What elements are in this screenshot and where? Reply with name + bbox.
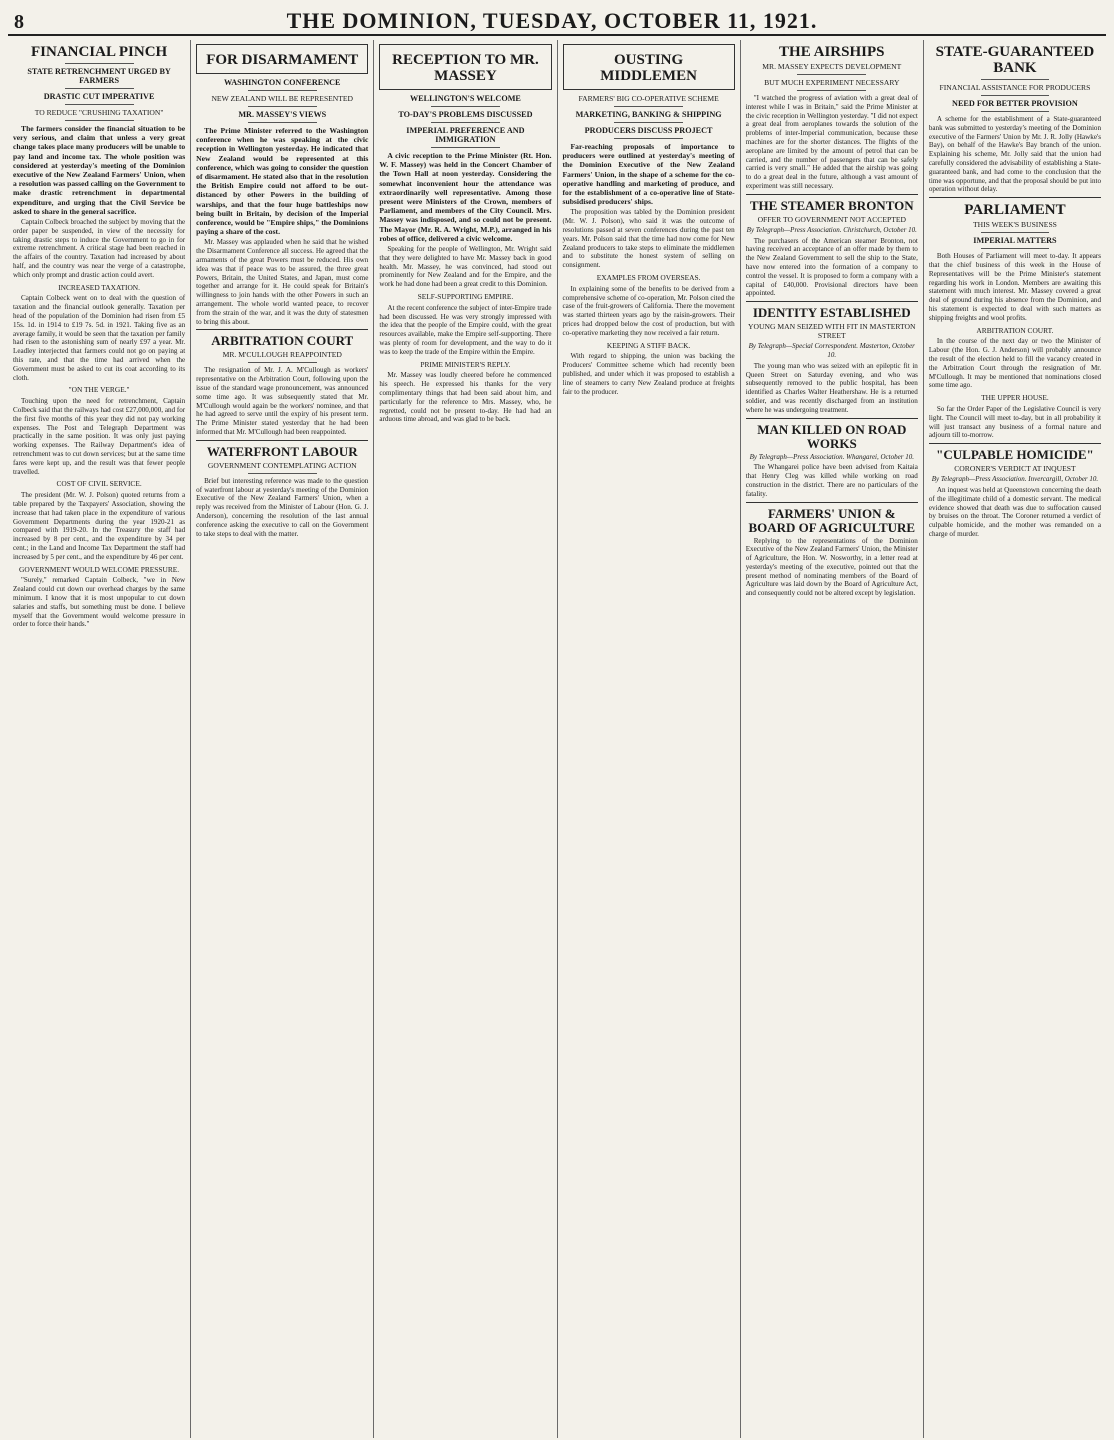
masthead-title: THE DOMINION, TUESDAY, OCTOBER 11, 1921. [286,8,818,33]
column-6 [924,40,1106,1438]
reception-sub3: IMPERIAL PREFERENCE AND IMMIGRATION [406,126,525,144]
column-2 [191,40,374,1438]
financial-pinch-body4: The president (Mr. W. J. Polson) quoted returns from a table prepared by the Taxpayers' Association, showing the increase that had taken place in the expenditure of various Government Departments during the year 1920-21 as compared with 1919-20. In the Treasury the staff had increased by 8 per cent., and the expenditure by 34 per cent.; in the Land and Income Tax Department the staff had increased by 5 per cent., and the expenditure by 46 per cent. [13,491,186,561]
culpable-homicide-body: An inquest was held at Queenstown concerning the death of the illegitimate child of a domestic servant. The medical evidence showed that death was due to suffocation caused by bruises on the throat. The Coroner returned a verdict of culpable homicide, and the mother was remanded on a charge of murder. [928,485,1102,538]
reception-sub1: WELLINGTON'S WELCOME [409,94,521,103]
parliament-cross2: THE UPPER HOUSE. [981,393,1049,403]
disarmament-sub1: WASHINGTON CONFERENCE [223,78,341,87]
culpable-homicide-byline: By Telegraph—Press Association. Invercargill, October 10. [931,475,1099,484]
bronton-sub1: OFFER TO GOVERNMENT NOT ACCEPTED [757,214,906,224]
airships-headline: THE AIRSHIPS [779,44,885,60]
financial-pinch-cross1: INCREASED TAXATION. [58,282,140,292]
airships-sub2: BUT MUCH EXPERIMENT NECESSARY [764,78,900,87]
reception-body2: At the recent conference the subject of inter-Empire trade had been discussed. He was very strongly impressed with the idea that the people of the Empire could, with the great resources available, make the Empire self-supporting. There was plenty of room for development, and the way to do it was to keep the trade of the Empire within the Empire. [379,303,552,356]
financial-pinch-cross3: COST OF CIVIL SERVICE. [56,479,142,489]
state-bank-headline: STATE-GUARANTEED BANK [935,44,1095,76]
financial-pinch-sub2: DRASTIC CUT IMPERATIVE [43,92,155,101]
reception-box [379,44,551,90]
page-number: 8 [14,11,24,33]
state-bank-sub2: NEED FOR BETTER PROVISION [952,99,1078,108]
parliament-body2: In the course of the next day or two the Minister of Labour (the Hon. G. J. Anderson) will probably announce the result of the election held to fill the vacancy created in the Arbitration Court through the resignation of Mr. M'Cullough. It may be mentioned that nominations closed some time ago. [928,337,1102,390]
man-killed-headline: MAN KILLED ON ROAD WORKS [757,421,907,451]
waterfront-sub1: GOVERNMENT CONTEMPLATING ACTION [207,460,357,470]
arbitration-court-sub1: MR. M'CULLOUGH REAPPOINTED [222,350,342,360]
financial-pinch-lead: The farmers consider the financial situation to be very serious, and claim that unless a very great change takes place many producers will be unable to pay land and income tax. The whole position was considered at yesterday's meeting of the Dominion executive of the New Zealand Farmers' Union, when a resolution was passed calling on the Government to make drastic retrenchment in departmental expenditure, and urging that the Civil Service be asked to share in the general sacrifice. [13,124,186,216]
middlemen-sub1: FARMERS' BIG CO-OPERATIVE SCHEME [578,94,719,103]
waterfront-headline: WATERFRONT LABOUR [206,443,358,459]
reception-cross1: SELF-SUPPORTING EMPIRE. [417,292,514,302]
parliament-sub2: IMPERIAL MATTERS [973,236,1057,246]
farmers-union-body: Replying to the representations of the Dominion Executive of the New Zealand Farmers' Union, the Minister of Agriculture, the Hon. W. Nosworthy, in a letter read at yesterday's meeting of the executive, pointed out that the present method of nominating members of the Board of Agriculture was laid down by the Board of Agriculture Act, and consequently could not be altered except by legislation. [745,536,918,598]
bronton-byline: By Telegraph—Press Association. Christchurch, October 10. [746,225,917,234]
airships-sub1: MR. MASSEY EXPECTS DEVELOPMENT [762,62,902,71]
masthead [8,4,1106,36]
middlemen-cross2: KEEPING A STIFF BACK. [606,340,691,350]
financial-pinch-cross4: GOVERNMENT WOULD WELCOME PRESSURE. [19,564,180,574]
financial-pinch-cross2: "ON THE VERGE." [68,385,130,395]
disarmament-body: Mr. Massey was applauded when he said that he wished the Disarmament Conference all success. He agreed that the armaments of the great Powers must be reduced. His own idea was that if peace was to be assured, the three great Powers, Britain, the United States, and Japan, must come together and arrange for it. He could speak for Britain's willingness to join hands with the other Powers in such an arrangement. The whole world wanted peace, to recover from the strain of the war, and it was the duty of statesmen to bring this about. [196,238,369,326]
column-3 [374,40,557,1438]
middlemen-sub2: MARKETING, BANKING & SHIPPING [575,110,722,119]
identity-sub1: YOUNG MAN SEIZED WITH FIT IN MASTERTON STREET [748,322,916,341]
middlemen-cross1: EXAMPLES FROM OVERSEAS. [596,273,701,282]
culpable-homicide-sub1: CORONER'S VERDICT AT INQUEST [954,464,1076,474]
financial-pinch-headline: FINANCIAL PINCH [30,44,168,60]
farmers-union-headline: FARMERS' UNION & BOARD OF AGRICULTURE [748,505,916,535]
identity-body: The young man who was seized with an epileptic fit in Queen Street on Saturday evening, and who was subsequently removed to the public hospital, has been identified as Charles Walter Heathershaw. He is a returned soldier, and was recently discharged from an institution where he was undergoing treatment. [745,361,918,414]
parliament-sub1: THIS WEEK'S BUSINESS [972,220,1057,230]
reception-sub2: TO-DAY'S PROBLEMS DISCUSSED [398,110,533,119]
bronton-body: The purchasers of the American steamer Bronton, not having received an acceptance of an offer made by them to the New Zealand Government to sell the ship to the State, have now entered into the formation of a company to control the vessel. It is proposed to form a company with a capital of £40,000. Provisional directors have been appointed. [745,236,918,298]
identity-byline: By Telegraph—Special Correspondent. Masterton, October 10. [748,342,915,359]
arbitration-court-headline: ARBITRATION COURT [211,333,354,349]
middlemen-body3: With regard to shipping, the union was backing the Producers' Committee scheme which had recently been published, and under which it was proposed to establish a line of steamers to carry New Zealand produce at freights fair to the producer. [562,352,735,396]
reception-lead: A civic reception to the Prime Minister (Rt. Hon. W. F. Massey) was held in the Concert Chamber of the Town Hall at noon yesterday. Considering the somewhat inconvenient hour the attendance was extraordinarily well representative. Among those present were Ministers of the Crown, members of Parliament, and members of the City Council. Mrs. Massey was indisposed, and so could not be present. The Mayor (Mr. R. A. Wright, M.P.), arranged in his robes of office, delivered a civic welcome. [379,151,552,243]
disarmament-lead: The Prime Minister referred to the Washington conference when he was speaking at the civic reception in Wellington yesterday. He indicated that New Zealand would be represented at this conference, which was going to consider the question of disarmament. He stated also that in the resolution the British Empire could not afford to be out-distanced by other Powers in the building of warships, and that the four huge battleships now being built in Britain, by decision of the Imperial conference, would be "Empire ships," the Dominions paying a share of the cost. [196,126,369,237]
parliament-headline: PARLIAMENT [964,202,1066,219]
financial-pinch-sub1: STATE RETRENCHMENT URGED BY FARMERS [27,67,171,85]
disarmament-sub2: NEW ZEALAND WILL BE REPRESENTED [211,94,354,103]
columns [8,40,1106,1438]
disarmament-box [196,44,368,74]
parliament-cross1: ARBITRATION COURT. [976,325,1054,335]
reception-body: Speaking for the people of Wellington, Mr. Wright said that they were delighted to have Mr. Massey back in good health. Mr. Massey, he was convinced, had stood out prominently for New Zealand and for the Empire, and the work he had done had been a great credit to this Dominion. [379,245,552,289]
disarmament-headline: FOR DISARMAMENT [206,52,359,68]
financial-pinch-sub3: TO REDUCE "CRUSHING TAXATION" [34,108,164,117]
bronton-headline: THE STEAMER BRONTON [749,197,914,213]
financial-pinch-body5: "Surely," remarked Captain Colbeck, "we in New Zealand could cut down our overhead charges by the same minimum. I know that it is most unpopular to cut down salaries and staffs, but something must be done. I believe myself that the Government would welcome pressure in order to force their hands." [13,576,186,629]
arbitration-court-body: The resignation of Mr. J. A. M'Cullough as workers' representative on the Arbitration Court, following upon the issue of the standard wage pronouncement, was announced some time ago. It was subsequently stated that Mr. M'Cullough would again be the workers' nominee, and that he had agreed to serve until the expiry of his present term. The Prime Minister stated yesterday that he had been informed that Mr. M'Cullough had been reappointed. [196,366,369,436]
column-1 [8,40,191,1438]
column-4 [558,40,741,1438]
state-bank-sub1: FINANCIAL ASSISTANCE FOR PRODUCERS [939,83,1091,92]
parliament-body: Both Houses of Parliament will meet to-day. It appears that the chief business of this week in the House of Representatives will be the Prime Minister's statement regarding his work in London. Members are awaiting this statement with much interest. Mr. Massey covered a great deal of ground during his absence from the Dominion, and his statement is expected to deal with such matters as shipping freights and wool profits. [928,252,1102,322]
waterfront-body: Brief but interesting reference was made to the question of waterfront labour at yesterday's meeting of the Dominion Executive of the New Zealand Farmers' Union, when a reply was received from the Minister of Labour (Hon. G. J. Anderson), concerning the resolution of the last annual conference asking the executive to call on the Government to take steps to deal with the matter. [196,476,369,538]
financial-pinch-body: Captain Colbeck broached the subject by moving that the order paper be suspended, in view of the necessity for taking drastic steps to induce the Government to go in for extreme retrenchment. A critical stage had been reached in the affairs of the country. Taxation had increased by about half, and the country was near the verge of a catastrophe, which only prompt and drastic action could avert. [13,218,186,279]
middlemen-headline: OUSTING MIDDLEMEN [600,52,697,84]
column-5 [741,40,924,1438]
reception-cross2: PRIME MINISTER'S REPLY. [420,359,511,369]
state-bank-body: A scheme for the establishment of a State-guaranteed bank was submitted to yesterday's meeting of the Dominion executive of the Farmers' Union by Mr. J. R. Jolly (Hawke's Bay), on behalf of the Hawke's Bay branch of the union. Explaining his scheme, Mr. Jolly said that the union had carefully considered the advisability of establishing a State-guaranteed bank, and had come to the conclusion that the time was opportune, and that the proposal should be put into operation without delay. [928,115,1102,194]
middlemen-body: The proposition was tabled by the Dominion president (Mr. W. J. Polson), who said it was the outcome of resolutions passed at seven conferences during the past ten years. Mr. Polson said that the time had now come for New Zealand producers to take steps to eliminate the middlemen and to substitute the honest system of selling on consignment. [562,208,735,270]
middlemen-body2: In explaining some of the benefits to be derived from a comprehensive scheme of co-operation, Mr. Polson cited the case of the fruit-growers of California. There the movement was started thirteen years ago by the raisin-growers. Their prices had dropped below the cost of production, but with co-operative marketing they now received a fair return. [562,284,735,337]
man-killed-body: The Whangarei police have been advised from Kaitaia that Henry Cleg was killed while working on road construction in the district. There are no particulars of the fatality. [745,463,918,498]
man-killed-byline: By Telegraph—Press Association. Whangarei, October 10. [749,452,914,461]
disarmament-sub3: MR. MASSEY'S VIEWS [238,110,327,119]
reception-body3: Mr. Massey was loudly cheered before he commenced his speech. He expressed his thanks for the very complimentary things that had been said about him, and particularly for the reference to Mrs. Massey, who, he regretted, could not be present to-day. He had had an arduous time abroad, and was glad to be back. [379,371,552,424]
financial-pinch-body3: Touching upon the need for retrenchment, Captain Colbeck said that the railways had cost £27,000,000, and for the first five months of this year they did not pay working expenses. The Post and Telegraph Department was practically in the same position. It was only just paying working expenses. The Railway Department's idea of retrenchment was to cut down services; but at the same time fares were kept up, and the result was that fewer people travelled. [13,397,186,476]
parliament-body3: So far the Order Paper of the Legislative Council is very light. The Council will meet to-day, but in all probability it will just transact any business of a formal nature and adjourn till to-morrow. [928,404,1102,440]
airships-body: "I watched the progress of aviation with a great deal of interest while I was in Britain," said the Prime Minister at the civic reception in Wellington yesterday. "I did not expect a great deal from aeroplanes towards the solution of the problems of inter-Imperial communication, because these machines are for the shorter distances. The flights of the aeroplane are limited by the amount of petrol that can be carried, and the number of passengers that can be safely carried is very small." He added that the airship was going to do a great deal in the future, although a vast amount of experiment was still necessary. [745,94,918,190]
culpable-homicide-headline: "CULPABLE HOMICIDE" [936,447,1094,463]
middlemen-sub3: PRODUCERS DISCUSS PROJECT [584,126,713,135]
identity-headline: IDENTITY ESTABLISHED [752,305,911,321]
middlemen-lead: Far-reaching proposals of importance to producers were outlined at yesterday's meeting of the Dominion Executive of the New Zealand Farmers' Union, in the shape of a scheme for the co-operative handling and marketing of produce, and for the establishment of a co-operative line of State-subsidised producers' ships. [562,142,735,207]
reception-headline: RECEPTION TO MR. MASSEY [392,52,539,84]
middlemen-box [563,44,735,90]
financial-pinch-body2: Captain Colbeck went on to deal with the question of taxation and the financial outlook generally. Taxation per head of the population of the Dominion had risen from £5 15s. 1d. in 1914 to £19 7s. 5d. in 1921. Taking five as an average family, it would be seen that the taxation per family had risen to the astonishing sum of nearly £97 a year. Mr. Leadley interjected that farmers could not go on paying at this rate, and that the time had arrived when the Government must be asked to cut its coat according to its cloth. [13,294,186,382]
